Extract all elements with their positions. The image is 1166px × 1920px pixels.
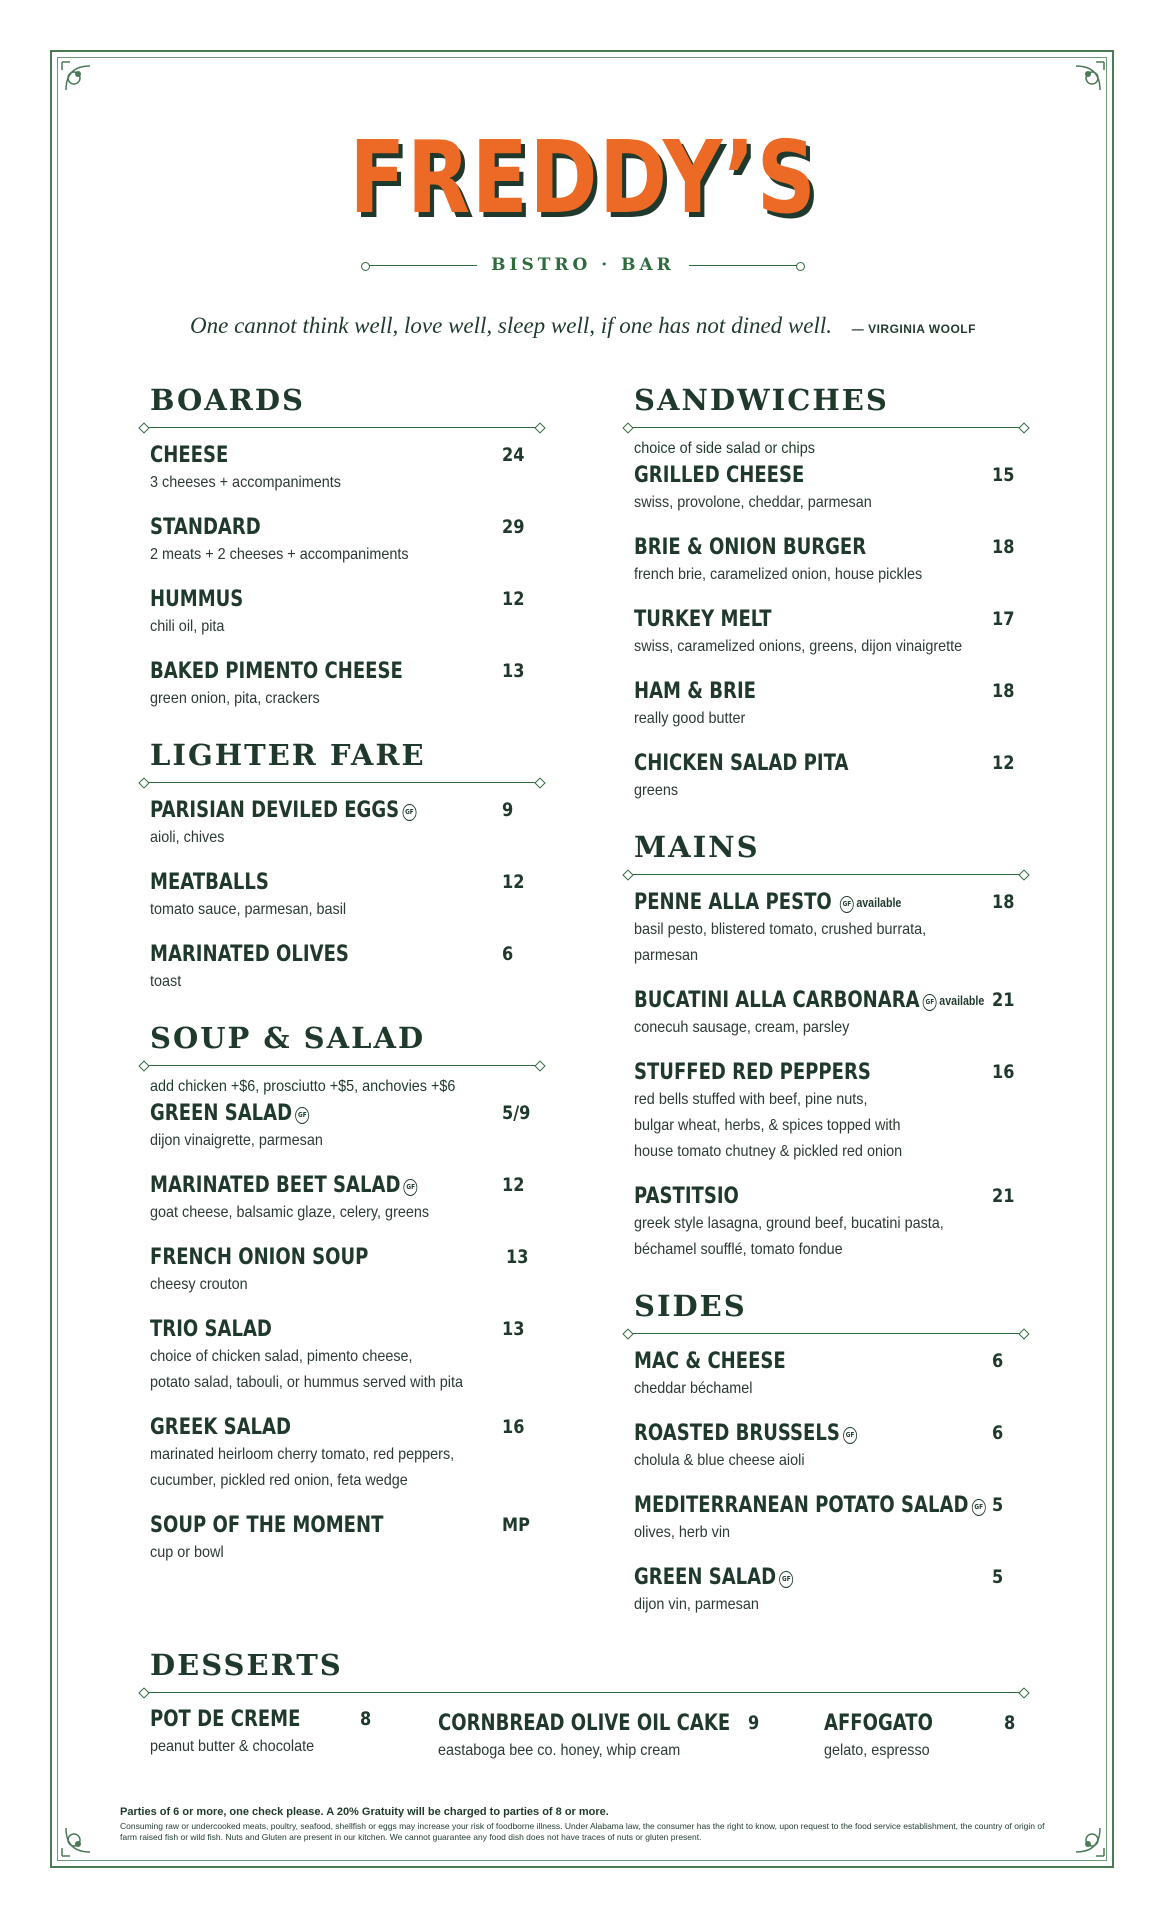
item-description: 3 cheeses + accompaniments — [150, 474, 341, 491]
item-price: 13 — [506, 1246, 529, 1268]
item-description: dijon vinaigrette, parmesan — [150, 1132, 323, 1149]
item-description — [150, 1344, 508, 1396]
item-name — [634, 1564, 793, 1592]
item-name-text: ROASTED BRUSSELS — [634, 1421, 840, 1446]
item-price: 9 — [748, 1712, 760, 1734]
item-price: 9 — [502, 799, 514, 821]
item-price: 13 — [502, 660, 525, 682]
item-name: HUMMUS — [150, 587, 244, 612]
item-description-line: béchamel soufflé, tomato fondue — [634, 1241, 843, 1258]
item-description — [634, 917, 992, 969]
section-soup-salad — [150, 1021, 548, 1566]
item-name — [634, 1420, 857, 1448]
corner-ornament-icon — [60, 1812, 106, 1858]
item-description: aioli, chives — [150, 829, 225, 846]
corner-ornament-icon — [1060, 60, 1106, 106]
item-price: 5 — [992, 1494, 1004, 1516]
gluten-free-icon: GF — [779, 1571, 793, 1588]
item-price: 16 — [502, 1416, 525, 1438]
item-name — [634, 987, 984, 1015]
dessert-item — [824, 1710, 1016, 1764]
logo — [0, 119, 1166, 236]
menu-item — [634, 750, 1032, 804]
item-description: olives, herb vin — [634, 1524, 731, 1541]
section-divider — [628, 1333, 1024, 1334]
section-boards — [150, 383, 548, 712]
gluten-free-icon: GF — [972, 1499, 986, 1516]
item-description: dijon vin, parmesan — [634, 1596, 759, 1613]
item-name: CORNBREAD OLIVE OIL CAKE — [438, 1711, 731, 1736]
section-lighter-fare — [150, 738, 548, 995]
item-description — [150, 1442, 508, 1494]
food-safety-disclaimer: Consuming raw or undercooked meats, poultry, seafood, shellfish or eggs may increase your risk of foodborne illness. Under Alabama law, the consumer has the right to know, upon request to the food service establishment, the country of origin of farm raised fish or wild fish. Nuts and Gluten are present in our kitchen. We cannot guarantee any food dish does not have traces of nuts or gluten present. — [120, 1821, 1045, 1842]
dessert-item — [438, 1710, 794, 1764]
item-price: MP — [502, 1514, 530, 1536]
menu-item — [150, 1100, 548, 1154]
item-name-text: MEDITERRANEAN POTATO SALAD — [634, 1493, 969, 1518]
section-divider — [144, 782, 540, 783]
menu-item — [150, 869, 548, 923]
menu-item — [150, 442, 548, 496]
item-price: 6 — [502, 943, 514, 965]
menu-item — [150, 1512, 548, 1566]
item-price: 12 — [992, 752, 1015, 774]
item-price: 21 — [992, 989, 1015, 1011]
item-description: conecuh sausage, cream, parsley — [634, 1019, 850, 1036]
section-title: SANDWICHES — [634, 383, 889, 417]
item-description: cheddar béchamel — [634, 1380, 753, 1397]
menu-item — [150, 1244, 548, 1298]
menu-item — [634, 606, 1032, 660]
menu-item — [150, 586, 548, 640]
item-name — [150, 1172, 418, 1200]
section-title: BOARDS — [150, 383, 306, 417]
brand-name: FREDDY’S — [348, 119, 818, 236]
item-name-text: BUCATINI ALLA CARBONARA — [634, 988, 920, 1013]
gluten-free-icon: GF — [295, 1107, 309, 1124]
item-description — [634, 1211, 992, 1263]
item-description: goat cheese, balsamic glaze, celery, greens — [150, 1204, 430, 1221]
item-description: tomato sauce, parmesan, basil — [150, 901, 347, 918]
item-price: 6 — [992, 1350, 1004, 1372]
menu-item — [634, 462, 1032, 516]
item-description: cup or bowl — [150, 1544, 224, 1561]
quote-author: — VIRGINIA WOOLF — [851, 322, 976, 336]
gluten-free-icon: GF — [840, 896, 854, 913]
item-price: 12 — [502, 871, 525, 893]
item-name: PASTITSIO — [634, 1184, 739, 1209]
item-name — [150, 1100, 309, 1128]
item-price: 6 — [992, 1422, 1004, 1444]
item-price: 5 — [992, 1566, 1004, 1588]
section-sides — [634, 1289, 1032, 1618]
item-price: 18 — [992, 680, 1015, 702]
item-name: CHEESE — [150, 443, 229, 468]
section-title: MAINS — [634, 830, 760, 864]
ornament-line-left — [367, 265, 477, 266]
corner-ornament-icon — [60, 60, 106, 106]
menu-item — [634, 987, 1032, 1041]
gluten-free-icon: GF — [923, 994, 937, 1011]
section-title: SIDES — [634, 1289, 747, 1323]
item-name: MAC & CHEESE — [634, 1349, 786, 1374]
item-description: swiss, caramelized onions, greens, dijon vinaigrette — [634, 638, 963, 655]
left-column — [150, 383, 548, 1584]
item-name: TURKEY MELT — [634, 607, 772, 632]
item-description: chili oil, pita — [150, 618, 225, 635]
item-name-text: GREEN SALAD — [150, 1101, 293, 1126]
item-name: MEATBALLS — [150, 870, 269, 895]
item-description-line: house tomato chutney & pickled red onion — [634, 1143, 903, 1160]
section-sandwiches — [634, 383, 1032, 804]
item-price: 13 — [502, 1318, 525, 1340]
menu-item — [634, 534, 1032, 588]
item-description-line: potato salad, tabouli, or hummus served with pita — [150, 1374, 463, 1391]
item-price: 12 — [502, 588, 525, 610]
section-note: choice of side salad or chips — [634, 440, 815, 457]
item-description-line: red bells stuffed with beef, pine nuts, — [634, 1091, 868, 1108]
item-description-line: cucumber, pickled red onion, feta wedge — [150, 1472, 408, 1489]
right-column — [634, 383, 1032, 1636]
gluten-free-icon: GF — [402, 804, 416, 821]
quote — [0, 313, 1166, 339]
item-name: POT DE CREME — [150, 1707, 301, 1732]
tagline-text: BISTRO · BAR — [491, 255, 675, 275]
menu-item — [634, 889, 1032, 969]
section-desserts — [150, 1648, 1030, 1759]
item-name-text: MARINATED BEET SALAD — [150, 1173, 401, 1198]
item-description: french brie, caramelized onion, house pickles — [634, 566, 923, 583]
item-price: 16 — [992, 1061, 1015, 1083]
item-name — [634, 889, 901, 917]
item-name-text: GREEN SALAD — [634, 1565, 777, 1590]
item-name: SOUP OF THE MOMENT — [150, 1513, 384, 1538]
gluten-free-icon: GF — [404, 1179, 418, 1196]
section-mains — [634, 830, 1032, 1263]
item-name: GRILLED CHEESE — [634, 463, 805, 488]
item-description: toast — [150, 973, 182, 990]
item-name: TRIO SALAD — [150, 1317, 272, 1342]
item-name: FRENCH ONION SOUP — [150, 1245, 369, 1270]
section-title: DESSERTS — [150, 1648, 343, 1682]
item-price: 8 — [1004, 1712, 1016, 1734]
item-name: BAKED PIMENTO CHEESE — [150, 659, 403, 684]
item-name-text: PENNE ALLA PESTO — [634, 890, 832, 915]
menu-item — [150, 1316, 548, 1396]
item-name: STANDARD — [150, 515, 261, 540]
item-price: 18 — [992, 536, 1015, 558]
menu-item — [150, 1414, 548, 1494]
item-name: GREEK SALAD — [150, 1415, 292, 1440]
item-name: STUFFED RED PEPPERS — [634, 1060, 871, 1085]
menu-item — [634, 1492, 1032, 1546]
available-label: available — [939, 993, 985, 1008]
item-price: 18 — [992, 891, 1015, 913]
item-name-text: PARISIAN DEVILED EGGS — [150, 798, 400, 823]
menu-item — [634, 1348, 1032, 1402]
corner-ornament-icon — [1060, 1812, 1106, 1858]
menu-item — [634, 1564, 1032, 1618]
menu-item — [150, 514, 548, 568]
item-description: 2 meats + 2 cheeses + accompaniments — [150, 546, 409, 563]
item-description: gelato, espresso — [824, 1742, 930, 1759]
menu-item — [150, 658, 548, 712]
item-description-line: basil pesto, blistered tomato, crushed burrata, — [634, 921, 927, 938]
item-description-line: bulgar wheat, herbs, & spices topped with — [634, 1117, 901, 1134]
item-description: cheesy crouton — [150, 1276, 248, 1293]
available-label: available — [856, 895, 902, 910]
item-description: peanut butter & chocolate — [150, 1738, 315, 1755]
section-divider — [144, 1692, 1024, 1693]
item-description-line: marinated heirloom cherry tomato, red peppers, — [150, 1446, 455, 1463]
section-divider — [144, 427, 540, 428]
ornament-line-right — [689, 265, 799, 266]
section-note: add chicken +$6, prosciutto +$5, anchovies +$6 — [150, 1078, 456, 1095]
item-description: green onion, pita, crackers — [150, 690, 320, 707]
quote-text: One cannot think well, love well, sleep well, if one has not dined well. — [190, 313, 832, 338]
item-price: 24 — [502, 444, 525, 466]
item-description: swiss, provolone, cheddar, parmesan — [634, 494, 872, 511]
item-description: eastaboga bee co. honey, whip cream — [438, 1742, 681, 1759]
menu-item — [150, 1172, 548, 1226]
menu-item — [634, 1420, 1032, 1474]
item-description: greens — [634, 782, 679, 799]
dessert-item — [150, 1706, 372, 1760]
menu-item — [150, 797, 548, 851]
brand-tagline — [0, 255, 1166, 275]
item-description-line: parmesan — [634, 947, 699, 964]
item-description — [634, 1087, 992, 1165]
item-description-line: choice of chicken salad, pimento cheese, — [150, 1348, 413, 1365]
item-price: 17 — [992, 608, 1015, 630]
gluten-free-icon: GF — [843, 1427, 857, 1444]
item-name — [150, 797, 416, 825]
item-description: cholula & blue cheese aioli — [634, 1452, 805, 1469]
item-name — [634, 1492, 986, 1520]
item-name: HAM & BRIE — [634, 679, 756, 704]
item-price: 29 — [502, 516, 525, 538]
item-price: 8 — [360, 1708, 372, 1730]
section-divider — [628, 427, 1024, 428]
section-divider — [628, 874, 1024, 875]
menu-item — [634, 1183, 1032, 1263]
item-price: 15 — [992, 464, 1015, 486]
item-price: 5/9 — [502, 1102, 531, 1124]
section-title: SOUP & SALAD — [150, 1021, 426, 1055]
item-name: BRIE & ONION BURGER — [634, 535, 867, 560]
gratuity-note: Parties of 6 or more, one check please. A 20% Gratuity will be charged to parties of 8 or more. — [120, 1806, 609, 1818]
menu-item — [150, 941, 548, 995]
menu-item — [634, 1059, 1032, 1165]
item-price: 21 — [992, 1185, 1015, 1207]
item-description: really good butter — [634, 710, 746, 727]
menu-item — [634, 678, 1032, 732]
footer — [120, 1806, 1050, 1843]
item-name: MARINATED OLIVES — [150, 942, 349, 967]
item-price: 12 — [502, 1174, 525, 1196]
item-description-line: greek style lasagna, ground beef, bucatini pasta, — [634, 1215, 944, 1232]
item-name: AFFOGATO — [824, 1711, 933, 1736]
item-name: CHICKEN SALAD PITA — [634, 751, 849, 776]
section-divider — [144, 1065, 540, 1066]
section-title: LIGHTER FARE — [150, 738, 426, 772]
